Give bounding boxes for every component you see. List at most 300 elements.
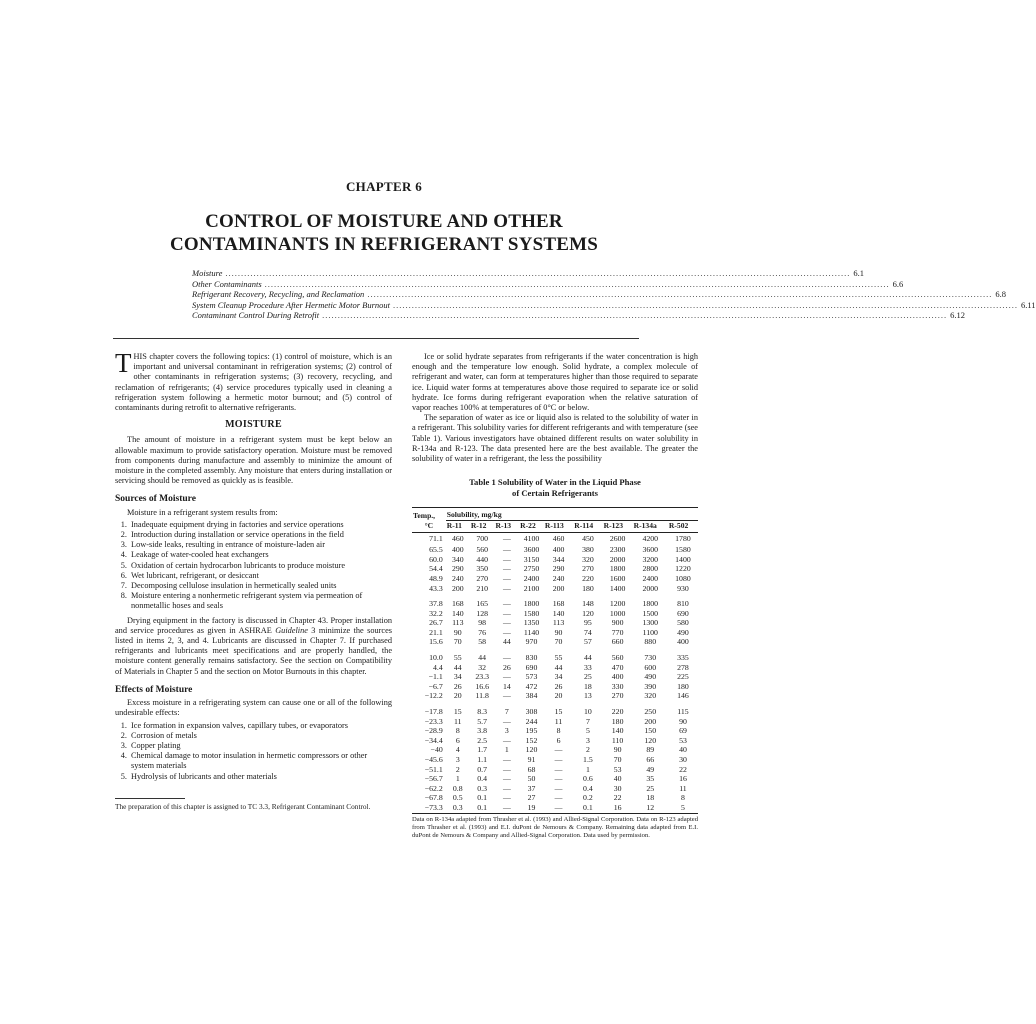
right-column	[412, 352, 698, 840]
solubility-cell: 44	[453, 662, 462, 672]
solubility-cell: 1200	[609, 599, 626, 609]
solubility-cell: 8	[455, 726, 460, 736]
temperature-cell: −34.4	[424, 735, 443, 745]
solubility-cell: 330	[611, 681, 624, 691]
solubility-cell: 7	[504, 707, 509, 717]
solubility-cell: 58	[478, 637, 487, 647]
column-header: R-123	[603, 521, 624, 531]
solubility-cell: 95	[584, 618, 592, 628]
solubility-cell: 880	[644, 637, 657, 647]
solubility-cell: 220	[582, 573, 594, 583]
solubility-cell: 0.8	[452, 783, 463, 793]
solubility-cell: 15	[453, 707, 462, 717]
solubility-cell: 1.5	[583, 755, 593, 765]
solubility-cell: —	[502, 755, 511, 765]
temperature-cell: 21.1	[429, 627, 443, 637]
solubility-cell: 1	[585, 764, 590, 774]
solubility-cell: 0.3	[477, 783, 488, 793]
solubility-cell: 1	[504, 745, 509, 755]
moisture-paragraph: The amount of moisture in a refrigerant system must be kept below an allowable maximum to provide satisfactory operation. Moisture must be removed from components during manufacture and assembly to minimize the amount of moisture in the completed assembly. Any moisture that enters during installation or servicing should be removed as quickly as is feasible.	[115, 435, 392, 486]
solubility-cell: 35	[646, 774, 655, 784]
solubility-cell: 0.2	[583, 793, 593, 803]
solubility-cell: 2000	[609, 554, 626, 564]
solubility-cell: 91	[527, 755, 536, 765]
solubility-cell: 27	[527, 793, 536, 803]
solubility-cell: 2000	[642, 583, 659, 593]
temperature-cell: −23.3	[424, 716, 443, 726]
temperature-cell: −1.1	[428, 672, 443, 682]
toc-entry[interactable]	[192, 268, 865, 279]
solubility-cell: —	[554, 783, 563, 793]
solubility-cell: —	[554, 755, 563, 765]
solubility-cell: 113	[452, 618, 464, 628]
table-caption-line-1: Table 1 Solubility of Water in the Liquid Phase	[469, 477, 641, 488]
solubility-cell: 600	[644, 662, 657, 672]
solubility-cell: 1780	[675, 534, 691, 544]
solubility-cell: 18	[646, 793, 655, 803]
solubility-cell: 50	[527, 774, 536, 784]
solubility-cell: 573	[525, 672, 538, 682]
solubility-cell: 660	[611, 637, 624, 647]
solubility-cell: 930	[677, 583, 689, 593]
solubility-cell: 16	[679, 774, 687, 784]
temperature-cell: 32.2	[429, 608, 443, 618]
toc-entry-title: Contaminant Control During Retrofit	[192, 310, 320, 320]
solubility-cell: 148	[582, 599, 594, 609]
solubility-cell: 1220	[675, 564, 691, 574]
solubility-cell: 400	[451, 545, 464, 555]
solubility-cell: 384	[525, 691, 538, 701]
table-row	[412, 672, 698, 682]
table-row	[412, 584, 698, 594]
table-row	[412, 726, 698, 736]
column-header: R-11	[446, 521, 462, 531]
solubility-cell: 0.3	[452, 802, 463, 812]
solubility-cell: 244	[525, 716, 538, 726]
solubility-cell: 390	[644, 681, 657, 691]
solubility-cell: 90	[554, 627, 563, 637]
solubility-cell: 450	[582, 534, 594, 544]
toc-entry-title: System Cleanup Procedure After Hermetic Motor Burnout	[192, 299, 390, 310]
toc-entry[interactable]	[192, 278, 904, 290]
solubility-cell: 20	[453, 691, 462, 701]
solubility-cell: 152	[525, 735, 538, 745]
solubility-cell: 89	[646, 745, 655, 755]
solubility-cell: —	[554, 793, 563, 803]
solubility-cell: 76	[478, 627, 487, 637]
sources-list-item: 8. Moisture entering a nonhermetic refrigerant system via permeation of nonmetallic hoses and seals	[129, 591, 392, 611]
solubility-cell: 700	[476, 534, 489, 544]
solubility-cell: 98	[478, 618, 487, 628]
table-caption	[412, 477, 698, 499]
solubility-cell: 970	[525, 637, 538, 647]
solubility-cell: 290	[451, 564, 464, 574]
solubility-cell: 90	[453, 627, 462, 637]
solubility-cell: 70	[613, 755, 622, 765]
solubility-cell: 400	[552, 545, 565, 555]
solubility-cell: 830	[525, 653, 538, 663]
solubility-cell: 810	[677, 599, 689, 609]
solubility-cell: 53	[679, 735, 687, 745]
solubility-cell: 180	[611, 716, 624, 726]
solubility-cell: 900	[611, 618, 624, 628]
solubility-cell: 344	[552, 554, 565, 564]
solubility-cell: 440	[476, 554, 489, 564]
toc-leader-dots: ........................................................................................................................................................................................................	[264, 278, 890, 289]
toc-entry[interactable]	[192, 289, 1006, 300]
solubility-cell: —	[502, 774, 511, 784]
solubility-cell: —	[502, 627, 511, 637]
solubility-cell: 1.7	[477, 745, 488, 755]
solubility-cell: 2750	[523, 564, 540, 574]
solubility-cell: 200	[644, 716, 657, 726]
temperature-cell: −45.6	[424, 755, 443, 765]
solubility-cell: —	[502, 545, 511, 555]
solubility-cell: —	[502, 534, 511, 544]
effects-list-item: 1. Ice formation in expansion valves, capillary tubes, or evaporators	[129, 721, 392, 731]
solubility-cell: 26	[554, 681, 563, 691]
header-divider	[113, 338, 639, 339]
solubility-cell: 180	[677, 681, 689, 691]
solubility-cell: 200	[552, 583, 565, 593]
solubility-cell: 0.1	[477, 793, 488, 803]
solubility-cell: 460	[552, 534, 565, 544]
solubility-cell: —	[502, 573, 511, 583]
solubility-cell: —	[502, 583, 511, 593]
solubility-cell: 1080	[675, 573, 691, 583]
temperature-cell: −62.2	[424, 783, 443, 793]
solubility-cell: 250	[644, 707, 657, 717]
solubility-cell: 6	[556, 735, 561, 745]
solubility-cell: 690	[525, 662, 538, 672]
toc-entry[interactable]	[192, 310, 965, 321]
table-row	[412, 555, 698, 565]
solubility-cell: 150	[644, 726, 657, 736]
solubility-cell: 110	[611, 735, 624, 745]
column-header: R-113	[544, 521, 564, 531]
solubility-cell: 4	[455, 745, 460, 755]
temperature-cell: −6.7	[428, 681, 443, 691]
solubility-cell: 470	[611, 662, 624, 672]
table-row	[412, 774, 698, 784]
solubility-cell: 270	[611, 691, 624, 701]
solubility-cell: 1100	[642, 627, 658, 637]
solubility-cell: 165	[476, 599, 489, 609]
guideline-italic: Guideline	[275, 625, 308, 635]
sources-list-item: 4. Leakage of water-cooled heat exchangers	[129, 550, 392, 560]
sources-intro: Moisture in a refrigerant system results from:	[127, 507, 278, 517]
footnote-divider	[115, 798, 185, 799]
drying-text-a: Drying equipment in the factory is discussed in Chapter 43. Proper installation and service procedures as given in ASHRAE	[115, 615, 392, 635]
temperature-cell: −12.2	[424, 691, 443, 701]
solubility-cell: 23.3	[475, 672, 489, 682]
table-row	[412, 682, 698, 692]
solubility-cell: 3600	[523, 545, 540, 555]
table-row	[412, 609, 698, 619]
solubility-cell: 270	[476, 573, 489, 583]
table-row	[412, 793, 698, 803]
solubility-cell: 3	[455, 755, 460, 765]
solubility-cell: 44	[554, 662, 563, 672]
solubility-cell: 490	[644, 672, 657, 682]
effects-intro: Excess moisture in a refrigerating system can cause one or all of the following undesirable effects:	[115, 698, 392, 718]
solubility-cell: 70	[453, 637, 462, 647]
solubility-cell: 11	[679, 783, 687, 793]
solubility-cell: 34	[554, 672, 563, 682]
solubility-cell: 25	[646, 783, 655, 793]
solubility-cell: —	[502, 599, 511, 609]
solubility-cell: 1580	[675, 545, 691, 555]
solubility-cell: 3	[504, 726, 509, 736]
solubility-cell: 225	[677, 672, 689, 682]
solubility-cell: 10	[584, 707, 592, 717]
temperature-cell: 37.8	[429, 599, 443, 609]
solubility-cell: 0.7	[477, 764, 488, 774]
solubility-cell: 12	[646, 802, 655, 812]
solubility-cell: 90	[679, 716, 687, 726]
solubility-cell: 120	[644, 735, 657, 745]
solubility-cell: 290	[552, 564, 565, 574]
solubility-cell: 490	[677, 627, 689, 637]
solubility-cell: 2	[585, 745, 590, 755]
solubility-cell: 2100	[523, 583, 540, 593]
solubility-cell: 560	[611, 653, 624, 663]
table-row	[412, 745, 698, 755]
solubility-cell: 13	[584, 691, 592, 701]
solubility-cell: 30	[679, 755, 687, 765]
temp-header-line-1: Temp.,	[413, 511, 436, 521]
sources-list-item: 3. Low-side leaks, resulting in entrance of moisture-laden air	[129, 540, 392, 550]
solubility-cell: 37	[527, 783, 536, 793]
solubility-cell: 2.5	[477, 735, 488, 745]
solubility-cell: 400	[611, 672, 624, 682]
solubility-cell: 1800	[609, 564, 626, 574]
solubility-cell: 11	[554, 716, 563, 726]
toc-entry-title: Moisture	[192, 268, 223, 278]
solubility-cell: —	[502, 716, 511, 726]
effects-list-item: 3. Copper plating	[129, 741, 392, 751]
solubility-cell: 1	[455, 774, 460, 784]
chapter-title	[0, 210, 768, 256]
solubility-cell: 53	[613, 764, 622, 774]
sources-list-item: 2. Introduction during installation or service operations in the field	[129, 530, 392, 540]
chapter-title-line-2: CONTAMINANTS IN REFRIGERANT SYSTEMS	[169, 234, 599, 255]
solubility-cell: 33	[584, 662, 592, 672]
solubility-cell: 1350	[523, 618, 540, 628]
drop-cap: T	[115, 348, 132, 378]
solubility-cell: 11.8	[475, 691, 489, 701]
table-row	[412, 717, 698, 727]
solubility-cell: 1580	[523, 608, 540, 618]
solubility-cell: 68	[527, 764, 536, 774]
solubility-cell: 3	[585, 735, 590, 745]
solubility-cell: —	[554, 802, 563, 812]
intro-text: HIS chapter covers the following topics: (1) control of moisture, which is an important and universal contaminant in refrigeration systems; (2) control of other contaminants in refrigeration systems; (3) recovery, recycling, and reclamation of refrigerants; (4) service procedures typically used in cleaning a refrigeration system following a hermetic motor burnout; and (5) control of contaminants during retrofit to alternative refrigerants.	[115, 352, 392, 413]
solubility-cell: 146	[677, 691, 689, 701]
solubility-cell: 1400	[675, 554, 691, 564]
solubility-cell: 2400	[642, 573, 659, 583]
sources-list-item: 1. Inadequate equipment drying in factories and service operations	[129, 520, 392, 530]
solubility-cell: —	[502, 564, 511, 574]
solubility-cell: 168	[552, 599, 565, 609]
table-row	[412, 736, 698, 746]
solubility-cell: —	[502, 691, 511, 701]
sources-list-item: 7. Decomposing cellulose insulation in hermetically sealed units	[129, 581, 392, 591]
solubility-cell: 6	[455, 735, 460, 745]
solubility-cell: 1400	[609, 583, 626, 593]
solubility-cell: 0.5	[452, 793, 463, 803]
solubility-cell: 128	[476, 608, 489, 618]
solubility-cell: 2800	[642, 564, 659, 574]
temperature-cell: −51.1	[424, 764, 443, 774]
solubility-cell: 30	[613, 783, 622, 793]
ice-paragraph: Ice or solid hydrate separates from refrigerants if the water concentration is high enough and the temperature low enough. Solid hydrate, a complex molecule of refrigerant and water, can form at temperatures higher than those required to separate ice. Liquid water forms at temperatures above those required to separate ice or solid hydrate. Ice forms during refrigerant evaporation when the relative saturation of vapor reaches 100% at temperatures of 0°C or below.	[412, 352, 698, 413]
solubility-cell: 25	[584, 672, 592, 682]
solubility-cell: 26	[502, 662, 511, 672]
solubility-cell: 70	[554, 637, 563, 647]
solubility-cell: 16	[613, 802, 622, 812]
table-row	[412, 574, 698, 584]
temperature-cell: 71.1	[429, 534, 443, 544]
moisture-heading: MOISTURE	[225, 419, 282, 431]
column-header: R-502	[668, 521, 689, 531]
solubility-cell: 18	[584, 681, 592, 691]
table-body	[412, 532, 698, 813]
solubility-cell: 380	[582, 545, 594, 555]
solubility-cell: 472	[525, 681, 538, 691]
table-row	[412, 564, 698, 574]
solubility-cell: 168	[451, 599, 464, 609]
solubility-cell: 55	[453, 653, 462, 663]
toc-entry-title: Other Contaminants	[192, 278, 262, 289]
drying-paragraph	[115, 616, 392, 677]
solubility-cell: —	[502, 735, 511, 745]
solubility-cell: —	[554, 774, 563, 784]
temp-header	[412, 508, 446, 532]
solubility-cell: 49	[646, 764, 655, 774]
solubility-cell: 22	[679, 764, 687, 774]
solubility-cell: 1800	[642, 599, 659, 609]
solubility-cell: 0.4	[583, 783, 593, 793]
solubility-cell: 320	[644, 691, 657, 701]
temperature-cell: −73.3	[424, 802, 443, 812]
table-note: Data on R-134a adapted from Thrasher et al. (1993) and Allied-Signal Corporation. Data on R-123 adapted from Thrasher et al. (1993) and E.I. duPont de Nemours & Company. Remaining data adapted from E.I. duPont de Nemours & Company and Allied-Signal Corporation. Data used by permission.	[412, 815, 698, 839]
solubility-cell: —	[502, 653, 511, 663]
toc-entry-page: 6.12	[950, 310, 965, 320]
solubility-cell: 195	[525, 726, 538, 736]
column-header: R-114	[574, 521, 594, 531]
temperature-cell: 60.0	[429, 554, 443, 564]
column-header-row	[412, 521, 698, 532]
solubility-cell: —	[554, 764, 563, 774]
toc-entry[interactable]	[192, 299, 1036, 311]
sources-list-item: 6. Wet lubricant, refrigerant, or desiccant	[129, 571, 392, 581]
solubility-cell: 335	[677, 653, 689, 663]
toc-entry-page: 6.8	[995, 289, 1006, 299]
solubility-cell: 1800	[523, 599, 540, 609]
solubility-cell: —	[502, 618, 511, 628]
solubility-cell: 69	[679, 726, 687, 736]
solubility-cell: 44	[584, 653, 592, 663]
solubility-cell: —	[554, 745, 563, 755]
solubility-cell: 140	[552, 608, 565, 618]
solubility-cell: 340	[451, 554, 464, 564]
solubility-cell: 2300	[609, 545, 626, 555]
table-row	[412, 618, 698, 628]
solubility-cell: 14	[502, 681, 511, 691]
column-header: R-134a	[633, 521, 657, 531]
chapter-title-line-1: CONTROL OF MOISTURE AND OTHER	[205, 211, 563, 232]
table-row	[412, 653, 698, 663]
column-header: R-13	[495, 521, 512, 531]
solubility-group-header: Solubility, mg/kg	[446, 508, 698, 521]
solubility-cell: 113	[552, 618, 565, 628]
table-row	[412, 532, 698, 545]
intro-paragraph	[115, 348, 392, 413]
toc-entry-title: Refrigerant Recovery, Recycling, and Reclamation	[192, 289, 365, 299]
solubility-cell: 44	[478, 653, 487, 663]
solubility-cell: 1000	[609, 608, 626, 618]
temperature-cell: 26.7	[429, 618, 443, 628]
table-row	[412, 691, 698, 701]
effects-list-item: 5. Hydrolysis of lubricants and other materials	[129, 772, 392, 782]
table-row	[412, 765, 698, 775]
effects-list-item: 2. Corrosion of metals	[129, 731, 392, 741]
solubility-cell: 8.3	[477, 707, 488, 717]
solubility-cell: 690	[677, 608, 689, 618]
solubility-cell: 34	[453, 672, 462, 682]
toc-leader-dots: ........................................................................................................................................................................................................	[392, 299, 1018, 310]
solubility-cell: 460	[451, 534, 464, 544]
footnote: The preparation of this chapter is assigned to TC 3.3, Refrigerant Contaminant Control.	[115, 801, 371, 811]
solubility-cell: 11	[454, 716, 462, 726]
solubility-cell: 115	[677, 707, 689, 717]
solubility-cell: 180	[582, 583, 594, 593]
solubility-cell: 0.6	[583, 774, 593, 784]
solubility-cell: 1600	[609, 573, 626, 583]
solubility-cell: 7	[585, 716, 590, 726]
solubility-cell: 240	[552, 573, 565, 583]
solubility-cell: 200	[451, 583, 464, 593]
solubility-cell: 560	[476, 545, 489, 555]
temperature-cell: 48.9	[429, 573, 443, 583]
solubility-cell: 5.7	[477, 716, 488, 726]
solubility-cell: 5	[585, 726, 590, 736]
temperature-cell: −28.9	[424, 726, 443, 736]
solubility-cell: 3200	[642, 554, 659, 564]
solubility-cell: 2400	[523, 573, 540, 583]
solubility-cell: 320	[582, 554, 594, 564]
sources-list-item: 5. Oxidation of certain hydrocarbon lubricants to produce moisture	[129, 561, 392, 571]
effects-list-item: 4. Chemical damage to motor insulation in hermetic compressors or other system materials	[129, 751, 392, 771]
temperature-cell: −40	[430, 745, 443, 755]
table-row	[412, 628, 698, 638]
solubility-cell: 8	[681, 793, 685, 803]
toc-leader-dots: ........................................................................................................................................................................................................	[225, 268, 851, 278]
solubility-cell: 730	[644, 653, 657, 663]
solubility-cell: 140	[451, 608, 464, 618]
solubility-cell: —	[502, 608, 511, 618]
toc-leader-dots: ........................................................................................................................................................................................................	[322, 310, 948, 320]
table-caption-line-2: of Certain Refrigerants	[512, 488, 598, 499]
solubility-cell: 0.4	[477, 774, 488, 784]
solubility-cell: —	[502, 802, 511, 812]
solubility-cell: —	[502, 793, 511, 803]
temperature-cell: −67.8	[424, 793, 443, 803]
solubility-cell: 40	[613, 774, 622, 784]
solubility-cell: 66	[646, 755, 655, 765]
solubility-cell: 1500	[642, 608, 659, 618]
